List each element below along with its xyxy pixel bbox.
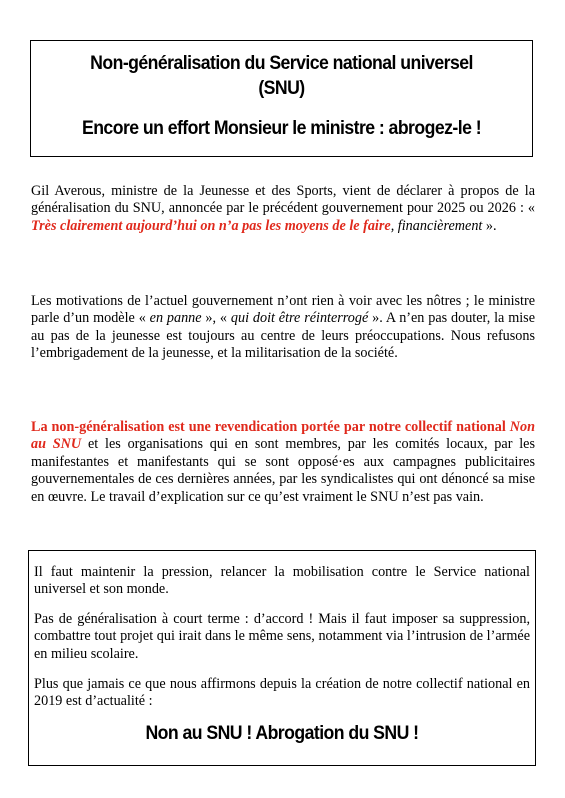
- collective-name: Non au SNU: [31, 419, 535, 453]
- paragraph-demand: [31, 419, 535, 506]
- paragraph-text: ».: [482, 217, 497, 234]
- title-line-subtitle: Encore un effort Monsieur le ministre : abrogez-le !: [81, 118, 482, 139]
- title-box: [30, 40, 533, 157]
- call-to-action-box: [28, 550, 536, 766]
- title-line-acronym: (SNU): [258, 78, 305, 99]
- paragraph-text: et les organisations qui en sont membres, par les comités locaux, par les manifestantes et manifestants qui se sont opposé·es aux campagnes publicitaires gouvernementales de ces dernières années, par les syndicalistes qui ont dénoncé sa mise en œuvre. Le travail d’explication sur ce qu’est vraiment le SNU n’est pas vain.: [31, 436, 535, 505]
- box-paragraph-pressure: Il faut maintenir la pression, relancer la mobilisation contre le Service national universel et son monde.: [34, 564, 530, 598]
- paragraph-motivations: [31, 293, 535, 363]
- italic-quote: , financièrement: [390, 217, 483, 234]
- slogan: Non au SNU ! Abrogation du SNU !: [145, 723, 419, 744]
- italic-quote: en panne: [149, 310, 202, 327]
- italic-quote: qui doit être réinterrogé: [230, 310, 369, 327]
- box-paragraph-collective: Plus que jamais ce que nous affirmons depuis la création de notre collectif national en 2019 est d’actualité :: [34, 676, 530, 710]
- red-quote: Très clairement aujourd’hui on n’a pas les moyens de le faire: [31, 217, 391, 234]
- paragraph-text: », «: [201, 310, 231, 327]
- paragraph-text: ». A n’en pas douter, la mise au pas de la jeunesse est toujours au centre de leurs préoccupations. Nous refusons l’embrigadement de la jeunesse, et la militarisation de la société.: [31, 310, 535, 362]
- box-paragraph-suppression: Pas de généralisation à court terme : d’accord ! Mais il faut imposer sa suppression, combattre tout projet qui irait dans le même sens, notamment via l’intrusion de l’armée en milieu scolaire.: [34, 611, 530, 662]
- paragraph-text: Gil Averous, ministre de la Jeunesse et des Sports, vient de déclarer à propos de la généralisation du SNU, annoncée par le précédent gouvernement pour 2025 ou 2026 : «: [31, 183, 535, 217]
- red-bold-text: La non-généralisation est une revendication portée par notre collectif national: [31, 419, 510, 435]
- title-line-main: Non-généralisation du Service national universel: [90, 53, 473, 74]
- paragraph-minister-statement: [31, 183, 535, 235]
- paragraph-text: Les motivations de l’actuel gouvernement n’ont rien à voir avec les nôtres ; le ministre parle d’un modèle «: [31, 293, 535, 327]
